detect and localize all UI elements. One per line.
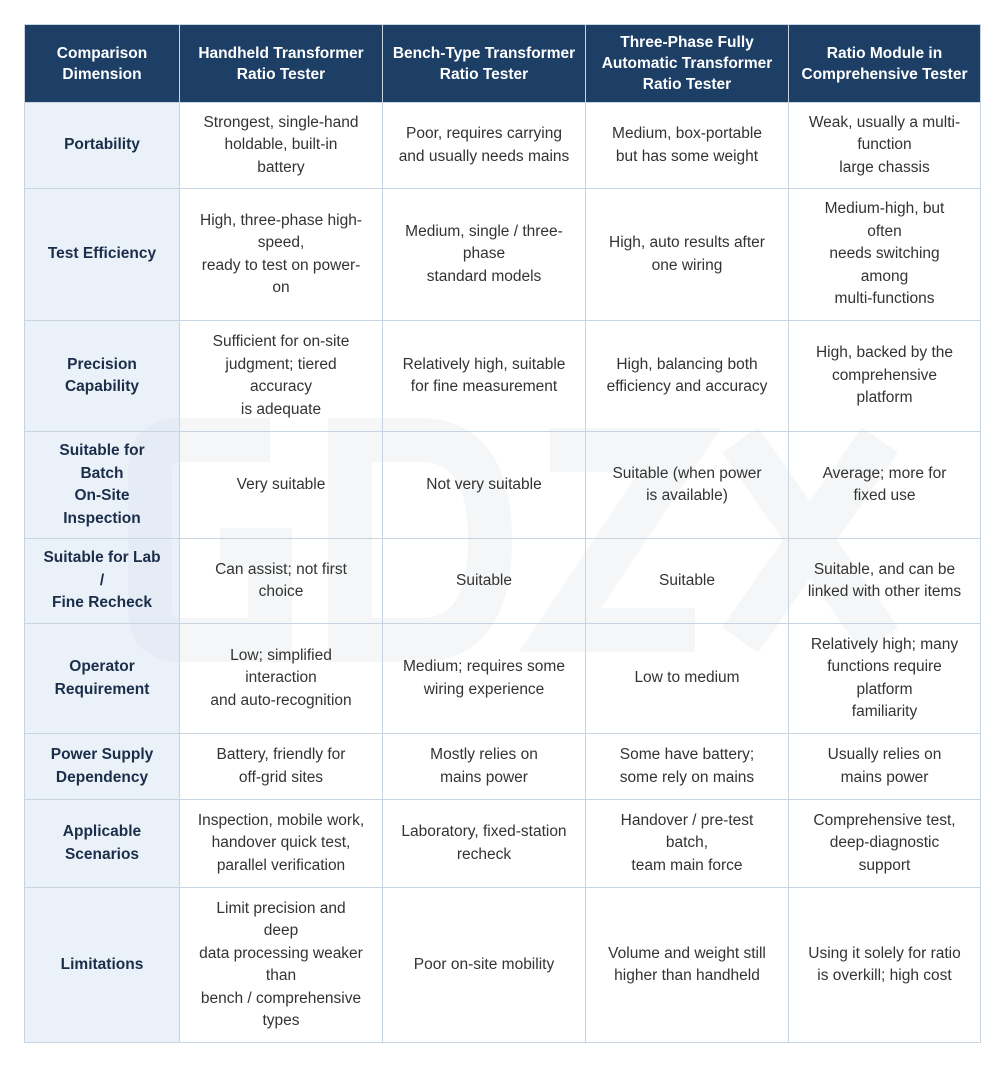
table-cell: Low to medium [586, 624, 789, 734]
table-cell: Handover / pre-test batch, team main force [586, 800, 789, 888]
table-cell: Suitable [586, 539, 789, 624]
table-cell: High, auto results after one wiring [586, 189, 789, 321]
header-three-phase: Three-Phase Fully Automatic Transformer Ratio Tester [586, 25, 789, 103]
row-label-lab-recheck: Suitable for Lab / Fine Recheck [25, 539, 180, 624]
table-row [25, 624, 981, 734]
table-cell: Suitable [383, 539, 586, 624]
table-cell: Volume and weight still higher than handheld [586, 888, 789, 1043]
header-dimension: Comparison Dimension [25, 25, 180, 103]
header-row [25, 25, 981, 103]
row-label-operator: Operator Requirement [25, 624, 180, 734]
table-row [25, 189, 981, 321]
table-cell: Average; more for fixed use [789, 432, 981, 539]
table-cell: Strongest, single-hand holdable, built-in battery [180, 103, 383, 189]
comparison-table [24, 24, 981, 1043]
row-label-portability: Portability [25, 103, 180, 189]
table-cell: Sufficient for on-site judgment; tiered accuracy is adequate [180, 321, 383, 432]
table-cell: Medium-high, but often needs switching among multi-functions [789, 189, 981, 321]
row-label-batch-inspection: Suitable for Batch On-Site Inspection [25, 432, 180, 539]
row-label-power-supply: Power Supply Dependency [25, 734, 180, 800]
row-label-test-efficiency: Test Efficiency [25, 189, 180, 321]
table-row [25, 539, 981, 624]
row-label-precision: Precision Capability [25, 321, 180, 432]
table-cell: Inspection, mobile work, handover quick test, parallel verification [180, 800, 383, 888]
table-row [25, 888, 981, 1043]
table-cell: Relatively high; many functions require platform familiarity [789, 624, 981, 734]
table-row [25, 432, 981, 539]
table-row [25, 321, 981, 432]
table-cell: Medium; requires some wiring experience [383, 624, 586, 734]
header-handheld: Handheld Transformer Ratio Tester [180, 25, 383, 103]
table-cell: Usually relies on mains power [789, 734, 981, 800]
table-cell: Some have battery; some rely on mains [586, 734, 789, 800]
table-row [25, 734, 981, 800]
table-cell: Limit precision and deep data processing weaker than bench / comprehensive types [180, 888, 383, 1043]
table-cell: Low; simplified interaction and auto-recognition [180, 624, 383, 734]
table-cell: High, three-phase high- speed, ready to test on power- on [180, 189, 383, 321]
table-cell: Laboratory, fixed-station recheck [383, 800, 586, 888]
table-cell: Weak, usually a multi- function large chassis [789, 103, 981, 189]
table-cell: Battery, friendly for off-grid sites [180, 734, 383, 800]
table-cell: Poor on-site mobility [383, 888, 586, 1043]
table-cell: Very suitable [180, 432, 383, 539]
table-cell: High, backed by the comprehensive platform [789, 321, 981, 432]
table-cell: Suitable, and can be linked with other items [789, 539, 981, 624]
header-comprehensive: Ratio Module in Comprehensive Tester [789, 25, 981, 103]
table-cell: Using it solely for ratio is overkill; high cost [789, 888, 981, 1043]
header-bench: Bench-Type Transformer Ratio Tester [383, 25, 586, 103]
table-cell: Relatively high, suitable for fine measurement [383, 321, 586, 432]
table-row [25, 800, 981, 888]
table-cell: High, balancing both efficiency and accuracy [586, 321, 789, 432]
table-cell: Can assist; not first choice [180, 539, 383, 624]
table-cell: Comprehensive test, deep-diagnostic support [789, 800, 981, 888]
table-cell: Mostly relies on mains power [383, 734, 586, 800]
table-cell: Not very suitable [383, 432, 586, 539]
row-label-limitations: Limitations [25, 888, 180, 1043]
table-cell: Medium, box-portable but has some weight [586, 103, 789, 189]
table-cell: Medium, single / three- phase standard models [383, 189, 586, 321]
table-row [25, 103, 981, 189]
table-cell: Poor, requires carrying and usually needs mains [383, 103, 586, 189]
row-label-scenarios: Applicable Scenarios [25, 800, 180, 888]
table-cell: Suitable (when power is available) [586, 432, 789, 539]
